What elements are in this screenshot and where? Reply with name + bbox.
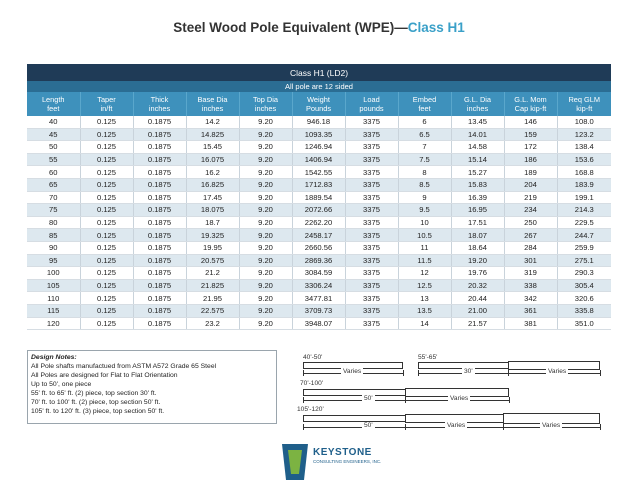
table-cell: 3375 [345,229,398,242]
table-cell: 15.45 [186,141,239,154]
table-cell: 9.20 [239,292,292,305]
table-cell: 55 [27,153,80,166]
table-cell: 3375 [345,153,398,166]
table-cell: 8 [398,166,451,179]
table-cell: 14.58 [451,141,504,154]
table-cell: 108.0 [557,116,611,128]
table-body [27,116,611,330]
table-cell: 1542.55 [292,166,345,179]
table-cell: 7.5 [398,153,451,166]
table-row [27,116,611,128]
dim-tick [600,370,601,376]
table-cell: 0.1875 [133,191,186,204]
column-header [27,92,80,116]
column-header-line: G.L. Mom [514,95,547,104]
table-cell: 9.20 [239,191,292,204]
table-cell: 13.5 [398,304,451,317]
table-cell: 172 [504,141,557,154]
table-cell: 9.20 [239,304,292,317]
table-cell: 1246.94 [292,141,345,154]
table-cell: 123.2 [557,128,611,141]
logo-wordmark: KEYSTONE [313,447,372,458]
design-note: All Poles are designed for Flat to Flat Orientation [31,372,178,379]
table-cell: 305.4 [557,279,611,292]
table-cell: 342 [504,292,557,305]
table-cell: 2660.56 [292,241,345,254]
table-cell: 9.20 [239,216,292,229]
table-header-row [27,92,611,116]
table-cell: 0.125 [80,166,133,179]
table-cell: 0.125 [80,317,133,330]
table-cell: 12 [398,267,451,280]
table-cell: 21.57 [451,317,504,330]
table-cell: 20.32 [451,279,504,292]
table-cell: 0.1875 [133,204,186,217]
table-cell: 2072.66 [292,204,345,217]
table-cell: 9.20 [239,229,292,242]
column-header-line: inches [254,104,277,113]
column-header-line: kip-ft [576,104,593,113]
pole-section [303,415,407,422]
table-row [27,317,611,330]
table-cell: 11.5 [398,254,451,267]
table-cell: 0.1875 [133,317,186,330]
table-cell: 335.8 [557,304,611,317]
table-cell: 946.18 [292,116,345,128]
column-header [133,92,186,116]
table-cell: 0.125 [80,292,133,305]
table-cell: 22.575 [186,304,239,317]
table-cell: 0.125 [80,216,133,229]
table-cell: 60 [27,166,80,179]
design-note: All Pole shafts manufactued from ASTM A572 Grade 65 Steel [31,363,217,370]
table-cell: 105 [27,279,80,292]
table-cell: 65 [27,178,80,191]
table-cell: 0.1875 [133,229,186,242]
column-header [186,92,239,116]
table-cell: 234 [504,204,557,217]
column-header-line: Embed [412,95,437,104]
table-cell: 9.20 [239,178,292,191]
table-cell: 3709.73 [292,304,345,317]
table-cell: 0.1875 [133,141,186,154]
dim-line [418,373,600,374]
column-header-line: Thick [150,95,169,104]
table-cell: 301 [504,254,557,267]
table-cell: 9.20 [239,267,292,280]
table-cell: 2262.20 [292,216,345,229]
table-cell: 146 [504,116,557,128]
table-cell: 214.3 [557,204,611,217]
column-header-line: Top Dia [252,95,279,104]
table-cell: 9.20 [239,204,292,217]
table-cell: 267 [504,229,557,242]
table-cell: 110 [27,292,80,305]
table-cell: 3375 [345,191,398,204]
column-header-line: feet [418,104,431,113]
table-row [27,229,611,242]
table-cell: 21.00 [451,304,504,317]
design-notes [27,350,277,424]
table-cell: 3375 [345,204,398,217]
keystone-mark-icon [280,442,310,482]
table-cell: 45 [27,128,80,141]
table-cell: 275.1 [557,254,611,267]
table-cell: 115 [27,304,80,317]
table-cell: 18.07 [451,229,504,242]
table-cell: 2458.17 [292,229,345,242]
dim-tick [509,397,510,403]
table-cell: 15.83 [451,178,504,191]
table-cell: 3084.59 [292,267,345,280]
table-cell: 3948.07 [292,317,345,330]
table-cell: 9.5 [398,204,451,217]
table-cell: 3375 [345,317,398,330]
table-cell: 0.1875 [133,178,186,191]
table-cell: 0.125 [80,178,133,191]
table-cell: 10.5 [398,229,451,242]
table-cell: 3375 [345,116,398,128]
table-cell: 16.075 [186,153,239,166]
pole-section [303,389,407,396]
column-header-line: feet [47,104,60,113]
table-cell: 7 [398,141,451,154]
table-cell: 12.5 [398,279,451,292]
table-cell: 219 [504,191,557,204]
table-cell: 3375 [345,178,398,191]
table-cell: 3375 [345,128,398,141]
title-class: Class H1 [407,20,465,35]
table-cell: 320.6 [557,292,611,305]
table-cell: 284 [504,241,557,254]
column-header-line: Load [363,95,380,104]
table-cell: 6 [398,116,451,128]
diagram-label: 70'-100' [300,380,324,387]
table-cell: 19.76 [451,267,504,280]
dim-label: Varies [548,368,567,375]
table-cell: 9.20 [239,317,292,330]
diagram-label: 55'-65' [418,354,438,361]
table-row [27,216,611,229]
table-cell: 70 [27,191,80,204]
diagram-label: 105'-120' [297,406,324,413]
table-cell: 20.44 [451,292,504,305]
table-row [27,166,611,179]
dim-label: 50' [364,422,373,429]
table-cell: 85 [27,229,80,242]
table-cell: 17.45 [186,191,239,204]
table-cell: 3375 [345,267,398,280]
table-cell: 1406.94 [292,153,345,166]
table-cell: 3375 [345,254,398,267]
column-header-line: Taper [97,95,116,104]
table-cell: 3477.81 [292,292,345,305]
table-row [27,267,611,280]
table-cell: 0.1875 [133,267,186,280]
table-cell: 120 [27,317,80,330]
table-cell: 14.2 [186,116,239,128]
table-cell: 3375 [345,292,398,305]
table-cell: 244.7 [557,229,611,242]
table-cell: 381 [504,317,557,330]
table-cell: 153.6 [557,153,611,166]
table-row [27,241,611,254]
table-cell: 19.95 [186,241,239,254]
column-header [504,92,557,116]
table-cell: 3375 [345,304,398,317]
dim-label: Varies [542,422,561,429]
table-cell: 1889.54 [292,191,345,204]
table-cell: 16.95 [451,204,504,217]
column-header-line: in/ft [100,104,113,113]
table-cell: 9.20 [239,241,292,254]
table-cell: 204 [504,178,557,191]
table-cell: 0.125 [80,229,133,242]
table-cell: 16.2 [186,166,239,179]
column-header [239,92,292,116]
column-header-line: G.L. Dia [463,95,492,104]
dim-tick [403,370,404,376]
table-cell: 9.20 [239,141,292,154]
table-cell: 250 [504,216,557,229]
table-cell: 9.20 [239,166,292,179]
column-header [80,92,133,116]
table-cell: 0.125 [80,279,133,292]
table-row [27,153,611,166]
column-header-line: inches [148,104,171,113]
table-cell: 75 [27,204,80,217]
table-cell: 21.825 [186,279,239,292]
table-row [27,254,611,267]
table-cell: 15.14 [451,153,504,166]
column-header [292,92,345,116]
table-cell: 0.1875 [133,241,186,254]
table-cell: 95 [27,254,80,267]
table-cell: 186 [504,153,557,166]
table-cell: 0.125 [80,267,133,280]
table-cell: 18.7 [186,216,239,229]
design-note: Up to 50', one piece [31,381,92,388]
table-row [27,141,611,154]
table-cell: 0.1875 [133,128,186,141]
column-header [451,92,504,116]
table-cell: 0.1875 [133,292,186,305]
keystone-logo [280,440,390,484]
table-row [27,279,611,292]
table-cell: 9.20 [239,279,292,292]
table-cell: 0.1875 [133,116,186,128]
table-cell: 6.5 [398,128,451,141]
logo-subtitle: CONSULTING ENGINEERS, INC. [313,459,382,464]
table-cell: 8.5 [398,178,451,191]
table-cell: 3375 [345,141,398,154]
table-cell: 18.075 [186,204,239,217]
table-cell: 0.1875 [133,166,186,179]
table-cell: 0.125 [80,153,133,166]
table-cell: 19.20 [451,254,504,267]
table-cell: 0.125 [80,116,133,128]
table-cell: 17.51 [451,216,504,229]
table-cell: 10 [398,216,451,229]
table-row [27,204,611,217]
table-cell: 0.125 [80,204,133,217]
diagram-label: 40'-50' [303,354,323,361]
dim-label: Varies [343,368,362,375]
table-cell: 90 [27,241,80,254]
table-cell: 0.125 [80,128,133,141]
table-cell: 361 [504,304,557,317]
table-cell: 20.575 [186,254,239,267]
table-cell: 9.20 [239,116,292,128]
dim-label: Varies [447,422,466,429]
column-header-line: inches [466,104,489,113]
table-cell: 0.125 [80,241,133,254]
table-cell: 351.0 [557,317,611,330]
column-header-line: Weight [307,95,330,104]
table-cell: 0.1875 [133,279,186,292]
table-cell: 259.9 [557,241,611,254]
column-header-line: pounds [359,104,384,113]
dim-tick [600,424,601,430]
table-cell: 0.1875 [133,153,186,166]
table-cell: 50 [27,141,80,154]
table-cell: 168.8 [557,166,611,179]
table-cell: 290.3 [557,267,611,280]
table-row [27,128,611,141]
table-cell: 1093.35 [292,128,345,141]
table-cell: 189 [504,166,557,179]
table-cell: 9 [398,191,451,204]
table-cell: 0.1875 [133,254,186,267]
column-header [398,92,451,116]
table-row [27,178,611,191]
table-cell: 9.20 [239,128,292,141]
table-cell: 0.125 [80,254,133,267]
table-cell: 40 [27,116,80,128]
design-note: 70' ft. to 100' ft. (2) piece, top section 50' ft. [31,399,161,406]
title-main: Steel Wood Pole Equivalent (WPE)— [173,20,408,35]
table-cell: 14 [398,317,451,330]
table-row [27,304,611,317]
table-band-title: Class H1 (LD2) [27,64,611,81]
table-cell: 0.125 [80,141,133,154]
table-row [27,292,611,305]
table-cell: 0.1875 [133,216,186,229]
table-cell: 80 [27,216,80,229]
dim-label: 30' [464,368,473,375]
table-cell: 159 [504,128,557,141]
table-cell: 138.4 [557,141,611,154]
table-cell: 15.27 [451,166,504,179]
dim-label: 50' [364,395,373,402]
table-cell: 0.125 [80,304,133,317]
column-header [557,92,611,116]
column-header-line: Base Dia [197,95,228,104]
table-cell: 19.325 [186,229,239,242]
table-cell: 1712.83 [292,178,345,191]
table-cell: 9.20 [239,254,292,267]
table-row [27,191,611,204]
design-note: 105' ft. to 120' ft. (3) piece, top section 50' ft. [31,408,165,415]
table-cell: 16.39 [451,191,504,204]
design-note: 55' ft. to 65' ft. (2) piece, top section 30' ft. [31,390,157,397]
table-cell: 338 [504,279,557,292]
column-header [345,92,398,116]
column-header-line: Req GLM [568,95,601,104]
column-header-line: Cap kip-ft [514,104,547,113]
dim-line [303,400,509,401]
table-cell: 100 [27,267,80,280]
table-cell: 23.2 [186,317,239,330]
column-header-line: Length [41,95,65,104]
table-cell: 9.20 [239,153,292,166]
table-cell: 2869.36 [292,254,345,267]
table-cell: 11 [398,241,451,254]
table-cell: 229.5 [557,216,611,229]
table-band-subtitle: All pole are 12 sided [27,81,611,92]
table-cell: 14.01 [451,128,504,141]
table-cell: 319 [504,267,557,280]
table-cell: 0.125 [80,191,133,204]
table-cell: 183.9 [557,178,611,191]
dim-label: Varies [450,395,469,402]
table-cell: 3375 [345,166,398,179]
table-cell: 21.2 [186,267,239,280]
page-title [0,20,638,35]
table-cell: 3375 [345,279,398,292]
table-cell: 21.95 [186,292,239,305]
column-header-line: inches [201,104,224,113]
spec-table [27,64,611,330]
table-cell: 13.45 [451,116,504,128]
table-cell: 0.1875 [133,304,186,317]
table-cell: 199.1 [557,191,611,204]
table-cell: 14.825 [186,128,239,141]
design-notes-title: Design Notes: [31,354,77,361]
table-cell: 13 [398,292,451,305]
table-cell: 3375 [345,216,398,229]
table-cell: 16.825 [186,178,239,191]
table-cell: 18.64 [451,241,504,254]
column-header-line: Pounds [305,104,332,113]
table-cell: 3306.24 [292,279,345,292]
table-cell: 3375 [345,241,398,254]
